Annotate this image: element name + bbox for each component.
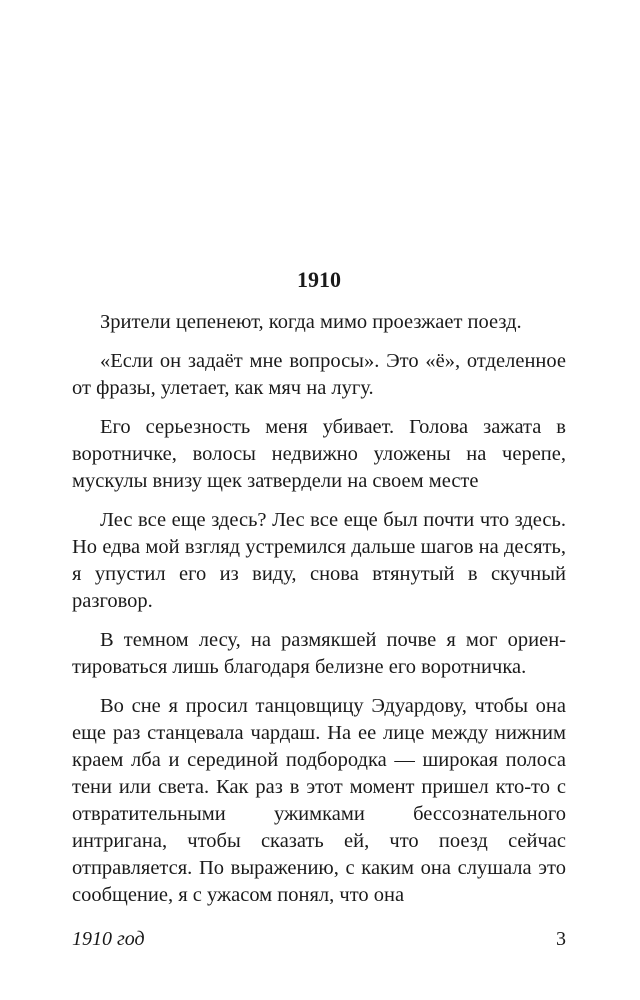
paragraph: Зрители цепенеют, когда мимо проезжает поезд. [100,311,522,333]
paragraph: В темном лесу, на размякшей почве я мог ориентироваться лишь благодаря белизне его воротничка. [72,629,566,678]
book-page [72,0,566,1000]
page-number: 3 [556,928,566,950]
paragraph: Его серьезность меня убивает. Голова зажата в воротничке, волосы недвижно уложены на черепе, мускулы внизу щек затвердели на своем месте [72,416,566,492]
running-title: 1910 год [72,928,145,950]
paragraph: Лес все еще здесь? Лес все еще был почти что здесь. Но едва мой взгляд устремился дальше шагов на десять, я упустил его из виду, снова втянутый в скучный разговор. [72,509,566,612]
body-text [72,309,566,921]
page-footer [72,925,566,955]
paragraph: Во сне я просил танцовщицу Эдуардову, чтобы она еще раз станцевала чардаш. На ее лице между нижним краем лба и серединой подбородка — широкая полоса тени или света. Как раз в этот момент пришел кто-то с отвратительными ужимками бессознательного интригана, чтобы сказать ей, что поезд сейчас отправляется. По выражению, с каким она слушала это сообщение, я с ужасом понял, что она [72,695,566,906]
chapter-title: 1910 [297,267,341,292]
paragraph: «Если он задаёт мне вопросы». Это «ё», отделенное от фразы, улетает, как мяч на лугу. [72,350,566,399]
